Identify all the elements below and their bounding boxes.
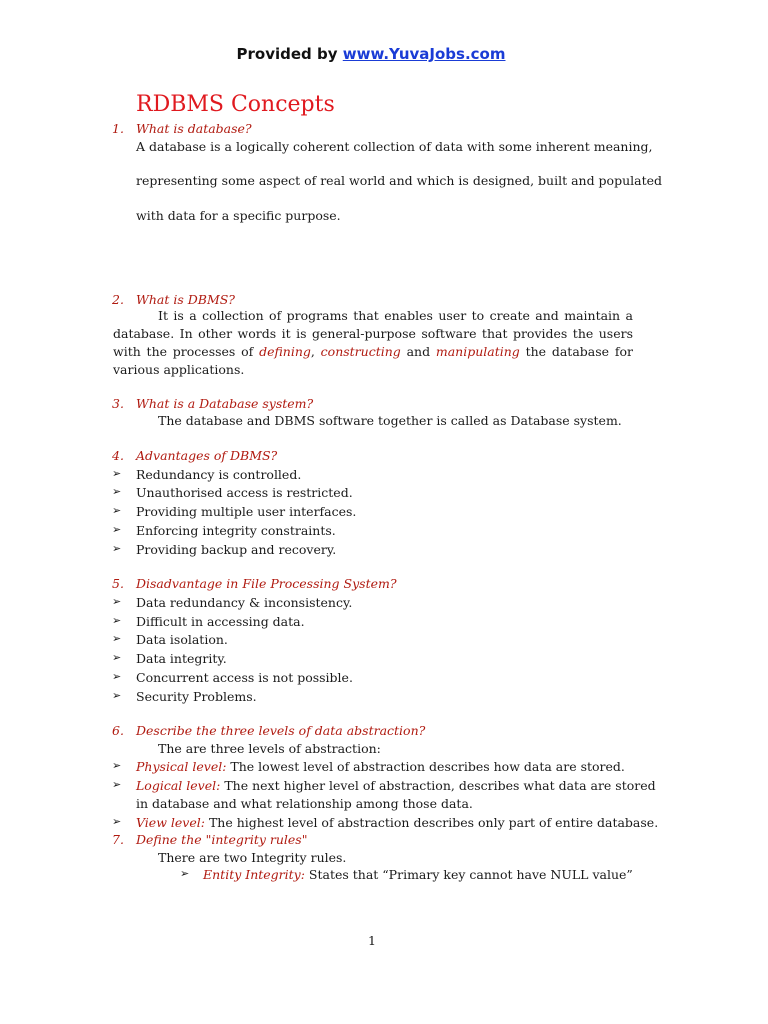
disadvantage-2: Difficult in accessing data. xyxy=(136,614,305,629)
disadvantage-4: Data integrity. xyxy=(136,651,227,666)
question-number: 2. xyxy=(112,292,124,307)
term-constructing: constructing xyxy=(320,344,401,359)
logical-level-term: Logical level: xyxy=(136,778,221,793)
answer-6-intro: The are three levels of abstraction: xyxy=(158,741,381,756)
entity-integrity-text: States that “Primary key cannot have NULL value” xyxy=(308,867,633,882)
advantage-4: Enforcing integrity constraints. xyxy=(136,523,336,538)
arrow-bullet-icon: ➢ xyxy=(112,485,122,498)
arrow-bullet-icon: ➢ xyxy=(180,867,190,880)
question-5-text: Disadvantage in File Processing System? xyxy=(136,576,397,591)
physical-level-text: The lowest level of abstraction describes how data are stored. xyxy=(230,759,625,774)
question-7-text: Define the "integrity rules" xyxy=(136,832,308,847)
arrow-bullet-icon: ➢ xyxy=(112,467,122,480)
page-header xyxy=(0,45,742,63)
disadvantage-1: Data redundancy & inconsistency. xyxy=(136,595,353,610)
disadvantage-3: Data isolation. xyxy=(136,632,228,647)
view-level-term: View level: xyxy=(136,815,205,830)
arrow-bullet-icon: ➢ xyxy=(112,504,122,517)
arrow-bullet-icon: ➢ xyxy=(112,815,122,828)
yuvajobs-link[interactable]: www.YuvaJobs.com xyxy=(342,45,506,63)
question-3-text: What is a Database system? xyxy=(136,396,314,411)
arrow-bullet-icon: ➢ xyxy=(112,632,122,645)
question-6-text: Describe the three levels of data abstraction? xyxy=(136,723,426,738)
advantage-1: Redundancy is controlled. xyxy=(136,467,302,482)
answer-2-part-2: the database for various applications. xyxy=(113,344,633,377)
question-4-text: Advantages of DBMS? xyxy=(136,448,278,463)
provided-by-label: Provided by xyxy=(236,45,338,63)
entity-integrity-term: Entity Integrity: xyxy=(203,867,305,882)
logical-level-text-2: in database and what relationship among those data. xyxy=(136,796,473,811)
answer-1-line-3: with data for a specific purpose. xyxy=(136,208,341,223)
term-manipulating: manipulating xyxy=(435,344,520,359)
arrow-bullet-icon: ➢ xyxy=(112,523,122,536)
logical-level-item xyxy=(136,778,656,793)
view-level-text: The highest level of abstraction describes only part of entire database. xyxy=(208,815,659,830)
question-number: 7. xyxy=(112,832,124,847)
arrow-bullet-icon: ➢ xyxy=(112,759,122,772)
answer-3: The database and DBMS software together is called as Database system. xyxy=(158,413,622,428)
arrow-bullet-icon: ➢ xyxy=(112,614,122,627)
view-level-item xyxy=(136,815,658,830)
answer-2-paragraph xyxy=(113,307,633,379)
answer-2-part-1: It is a collection of programs that enables user to create and maintain a database. In other words it is general-purpose software that provides the users with the processes of xyxy=(113,308,633,359)
term-defining: defining xyxy=(259,344,311,359)
comma: , xyxy=(310,344,315,359)
advantage-5: Providing backup and recovery. xyxy=(136,542,337,557)
logical-level-text: The next higher level of abstraction, describes what data are stored xyxy=(224,778,656,793)
physical-level-item xyxy=(136,759,625,774)
answer-1-line-1: A database is a logically coherent collection of data with some inherent meaning, xyxy=(136,139,653,154)
disadvantage-5: Concurrent access is not possible. xyxy=(136,670,353,685)
question-2-text: What is DBMS? xyxy=(136,292,236,307)
arrow-bullet-icon: ➢ xyxy=(112,670,122,683)
question-number: 6. xyxy=(112,723,124,738)
answer-1-line-2: representing some aspect of real world and which is designed, built and populated xyxy=(136,173,663,188)
arrow-bullet-icon: ➢ xyxy=(112,651,122,664)
question-number: 1. xyxy=(112,121,124,136)
page-number: 1 xyxy=(368,933,376,948)
physical-level-term: Physical level: xyxy=(136,759,227,774)
advantage-3: Providing multiple user interfaces. xyxy=(136,504,357,519)
arrow-bullet-icon: ➢ xyxy=(112,689,122,702)
question-number: 3. xyxy=(112,396,124,411)
arrow-bullet-icon: ➢ xyxy=(112,595,122,608)
disadvantage-6: Security Problems. xyxy=(136,689,257,704)
arrow-bullet-icon: ➢ xyxy=(112,778,122,791)
answer-7-intro: There are two Integrity rules. xyxy=(158,850,347,865)
question-number: 5. xyxy=(112,576,124,591)
arrow-bullet-icon: ➢ xyxy=(112,542,122,555)
entity-integrity-item xyxy=(203,867,633,882)
question-number: 4. xyxy=(112,448,124,463)
advantage-2: Unauthorised access is restricted. xyxy=(136,485,353,500)
page-title: RDBMS Concepts xyxy=(136,92,335,117)
and-word: and xyxy=(406,344,431,359)
question-1-text: What is database? xyxy=(136,121,252,136)
